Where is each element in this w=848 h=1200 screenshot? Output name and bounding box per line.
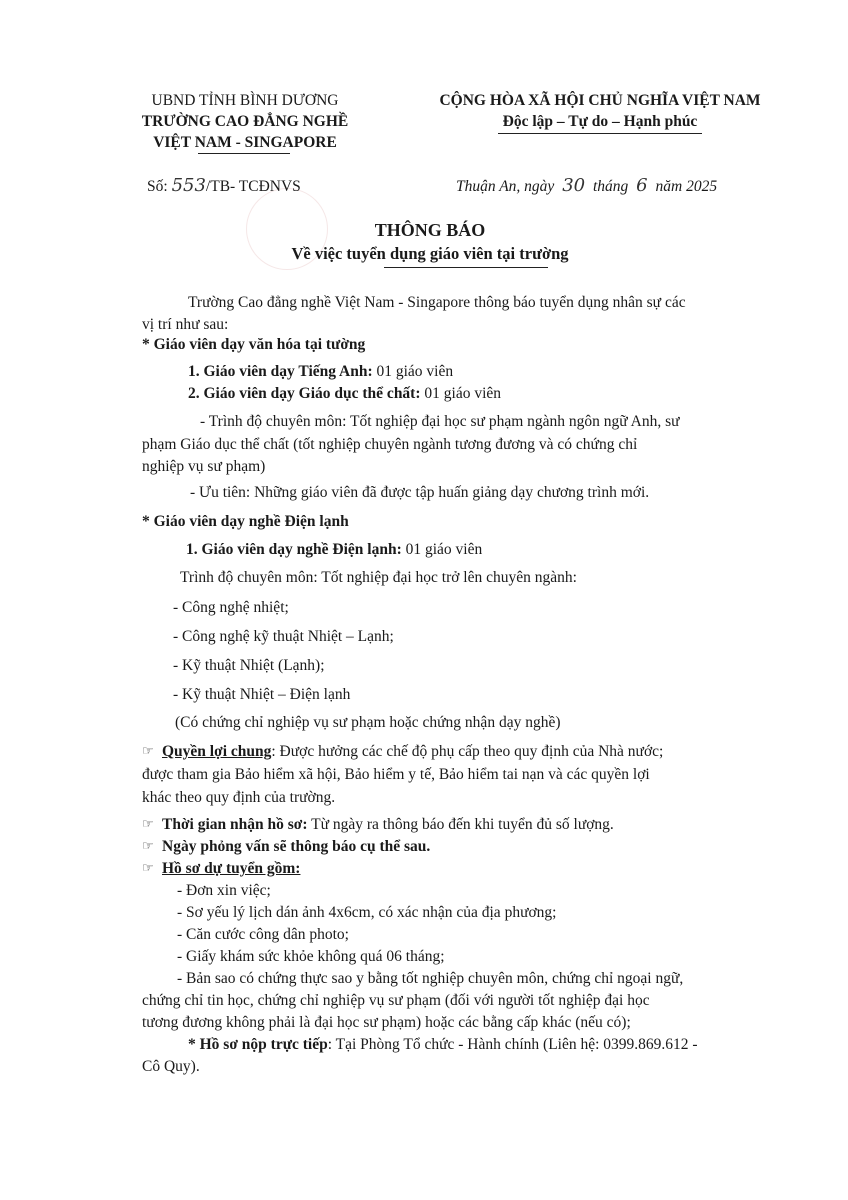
national-title: CỘNG HÒA XÃ HỘI CHỦ NGHĨA VIỆT NAM [439,92,761,109]
dossier-cont-line1: chứng chỉ tin học, chứng chỉ nghiệp vụ sư phạm (đối với người tốt nghiệp đại học [142,992,650,1009]
submit-line1 [188,1034,698,1056]
date-month-label: tháng [592,178,629,195]
dossier-item-1: - Đơn xin việc; [177,882,271,899]
date-day-handwritten: 30 [562,175,586,196]
section1-item1 [188,361,453,383]
interview-note [142,835,430,858]
section2-item1-label: 1. Giáo viên dạy nghề Điện lạnh: [186,541,402,558]
dossier-item-5: - Bản sao có chứng thực sao y bằng tốt nghiệp chuyên môn, chứng chỉ ngoại ngữ, [177,970,684,987]
section2-major-2: - Công nghệ kỹ thuật Nhiệt – Lạnh; [173,628,394,645]
right-header-rule [498,133,702,134]
section1-item1-value: 01 giáo viên [372,363,454,380]
section2-major-3: - Kỹ thuật Nhiệt (Lạnh); [173,657,325,674]
dossier-cont-line2: tương đương không phải là đại học sư phạm) hoặc các bằng cấp khác (nếu có); [142,1014,631,1031]
submit-value: : Tại Phòng Tổ chức - Hành chính (Liên hệ: 0399.869.612 - [327,1036,698,1053]
dossier-heading: Hồ sơ dự tuyển gồm: [162,860,301,877]
document-number [147,175,301,197]
benefits-label: Quyền lợi chung [162,743,272,760]
section1-item2 [188,383,501,405]
receive-time-value: Từ ngày ra thông báo đến khi tuyển đủ số lượng. [307,816,614,833]
pointing-hand-icon: ☞ [142,816,154,831]
doc-number-handwritten: 553 [171,175,206,196]
dossier-item-2: - Sơ yếu lý lịch dán ảnh 4x6cm, có xác nhận của địa phương; [177,904,557,921]
dossier-item-4: - Giấy khám sức khỏe không quá 06 tháng; [177,948,445,965]
doc-number-prefix: Số: [147,178,168,195]
receive-time [142,813,614,836]
intro-line-2: vị trí như sau: [142,316,229,333]
section1-priority: - Ưu tiên: Những giáo viên đã được tập huấn giảng dạy chương trình mới. [190,484,650,501]
dossier-item-3: - Căn cước công dân photo; [177,926,349,943]
benefits-line3: khác theo quy định của trường. [142,789,336,806]
benefits-line1 [142,740,663,763]
receive-time-label: Thời gian nhận hồ sơ: [162,816,308,833]
section2-major-1: - Công nghệ nhiệt; [173,599,289,616]
section1-item1-label: 1. Giáo viên dạy Tiếng Anh: [188,363,373,380]
submit-label: * Hồ sơ nộp trực tiếp [188,1036,328,1053]
section1-item2-label: 2. Giáo viên dạy Giáo dục thể chất: [188,385,421,402]
section1-req-line2: phạm Giáo dục thể chất (tốt nghiệp chuyên ngành tương đương và có chứng chỉ [142,436,638,453]
dossier-heading-row [142,857,300,880]
left-header-rule [198,153,290,154]
document-subtitle: Về việc tuyển dụng giáo viên tại trường [291,244,569,263]
doc-number-suffix: /TB- TCĐNVS [205,178,301,195]
section2-major-4: - Kỹ thuật Nhiệt – Điện lạnh [173,686,351,703]
section2-item1 [186,539,482,561]
date-month-handwritten: 6 [636,175,648,196]
school-name-line1: TRƯỜNG CAO ĐẲNG NGHỀ [141,113,349,130]
benefits-text: : Được hưởng các chế độ phụ cấp theo quy định của Nhà nước; [271,743,664,760]
section2-note: (Có chứng chỉ nghiệp vụ sư phạm hoặc chứng nhận dạy nghề) [175,714,561,731]
section2-heading: * Giáo viên dạy nghề Điện lạnh [142,513,349,530]
national-motto: Độc lập – Tự do – Hạnh phúc [502,113,698,130]
intro-line-1: Trường Cao đẳng nghề Việt Nam - Singapore thông báo tuyển dụng nhân sự các [188,294,686,311]
submit-line2: Cô Quy). [142,1058,200,1075]
agency-name: UBND TỈNH BÌNH DƯƠNG [151,92,339,109]
date-year: năm 2025 [655,178,718,195]
pointing-hand-icon: ☞ [142,743,154,758]
section1-req-line3: nghiệp vụ sư phạm) [142,458,266,475]
section2-req: Trình độ chuyên môn: Tốt nghiệp đại học trở lên chuyên ngành: [180,569,577,586]
section2-item1-value: 01 giáo viên [401,541,483,558]
date-place: Thuận An, ngày [456,178,555,195]
section1-item2-value: 01 giáo viên [420,385,502,402]
section1-req-line1: - Trình độ chuyên môn: Tốt nghiệp đại học sư phạm ngành ngôn ngữ Anh, sư [200,413,680,430]
interview-text: Ngày phỏng vấn sẽ thông báo cụ thể sau. [162,838,431,855]
document-title: THÔNG BÁO [374,220,486,240]
date-line [456,175,717,197]
pointing-hand-icon: ☞ [142,860,154,875]
section1-heading: * Giáo viên dạy văn hóa tại tường [142,336,366,353]
subtitle-rule [384,267,548,268]
benefits-line2: được tham gia Bảo hiểm xã hội, Bảo hiểm y tế, Bảo hiểm tai nạn và các quyền lợi [142,766,650,783]
school-name-line2: VIỆT NAM - SINGAPORE [153,134,337,151]
pointing-hand-icon: ☞ [142,838,154,853]
